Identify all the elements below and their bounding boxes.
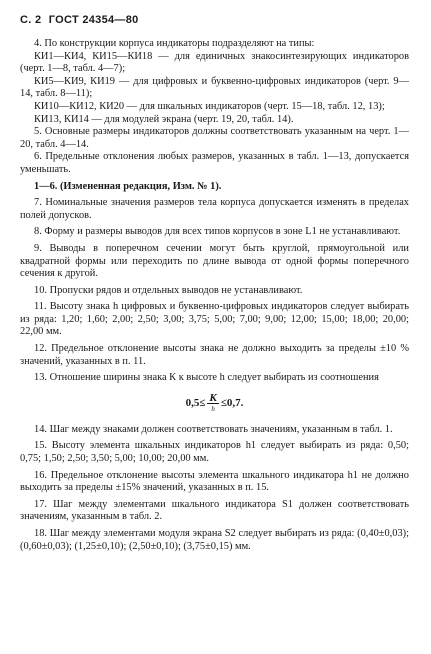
ratio-formula bbox=[20, 393, 409, 414]
type-list-item: КИ10—КИ12, КИ20 — для шкальных индикаторов (черт. 15—18, табл. 12, 13); bbox=[34, 100, 385, 112]
paragraph-6: 6. Предельные отклонения любых размеров, указанных в табл. 1—13, допускается уменьшать. bbox=[20, 151, 409, 175]
paragraph-10: 10. Пропуски рядов и отдельных выводов не устанавливают. bbox=[34, 284, 303, 296]
page-number: С. 2 bbox=[20, 14, 42, 26]
paragraph-12: 12. Предельное отклонение высоты знака не должно выходить за пределы ±10 % значений, указанных в п. 11. bbox=[20, 343, 409, 367]
paragraph-9: 9. Выводы в поперечном сечении могут быть круглой, прямоугольной или квадратной формы или переходить по длине вывода от одной формы поперечного сечения к другой. bbox=[20, 242, 409, 280]
formula-denominator: h bbox=[211, 404, 215, 413]
paragraph-17: 17. Шаг между элементами шкального индикатора S1 должен соответствовать значениям, указанным в табл. 2. bbox=[20, 498, 409, 523]
document-body bbox=[20, 38, 409, 553]
formula-left: 0,5≤ bbox=[185, 397, 206, 410]
formula-numerator: К bbox=[209, 391, 217, 404]
paragraph-14: 14. Шаг между знаками должен соответствовать значениям, указанным в табл. 1. bbox=[34, 423, 393, 435]
formula-right: ≤0,7. bbox=[220, 397, 244, 410]
paragraph-4: 4. По конструкции корпуса индикаторы подразделяют на типы: bbox=[34, 38, 315, 49]
type-list-item: КИ5—КИ9, КИ19 — для цифровых и буквенно-цифровых индикаторов (черт. 9—14, табл. 8—11); bbox=[20, 75, 409, 100]
paragraph-11: 11. Высоту знака h цифровых и буквенно-цифровых индикаторов следует выбирать из ряда: 1,20; 1,60; 2,00; 2,50; 3,00; 3,75; 5,00; 7,00; 9,00; 12,00; 15,00; 18,00; 20,00; 22,00 мм. bbox=[20, 301, 409, 338]
amendment-note: 1—6. (Измененная редакция, Изм. № 1). bbox=[34, 180, 222, 192]
paragraph-18: 18. Шаг между элементами модуля экрана S2 следует выбирать из ряда: (0,40±0,03); (0,60±0,03); (1,25±0,10); (2,50±0,10); (3,75±0,15) мм. bbox=[20, 528, 409, 552]
paragraph-13: 13. Отношение ширины знака К к высоте h следует выбирать из соотношения bbox=[34, 372, 379, 384]
formula-fraction bbox=[207, 393, 218, 414]
type-list-item: КИ1—КИ4, КИ15—КИ18 — для единичных знакосинтезирующих индикаторов (черт. 1—8, табл. 4—7); bbox=[20, 50, 409, 75]
type-list-item: КИ13, КИ14 — для модулей экрана (черт. 19, 20, табл. 14). bbox=[34, 113, 294, 125]
paragraph-15: 15. Высоту элемента шкальных индикаторов h1 следует выбирать из ряда: 0,50; 0,75; 1,50; 2,50; 3,50; 5,00; 10,00; 20,00 мм. bbox=[20, 440, 409, 465]
standard-code: ГОСТ 24354—80 bbox=[48, 14, 139, 26]
paragraph-7: 7. Номинальные значения размеров тела корпуса допускается изменять в пределах полей допусков. bbox=[20, 197, 409, 221]
paragraph-16: 16. Предельное отклонение высоты элемента шкального индикатора h1 не должно выходить за пределы ±15% значений, указанных в п. 15. bbox=[20, 469, 409, 494]
page-header bbox=[20, 14, 409, 26]
paragraph-8: 8. Форму и размеры выводов для всех типов корпусов в зоне L1 не устанавливают. bbox=[34, 226, 401, 238]
paragraph-5: 5. Основные размеры индикаторов должны соответствовать указанным на черт. 1—20, табл. 4—14. bbox=[20, 126, 409, 150]
